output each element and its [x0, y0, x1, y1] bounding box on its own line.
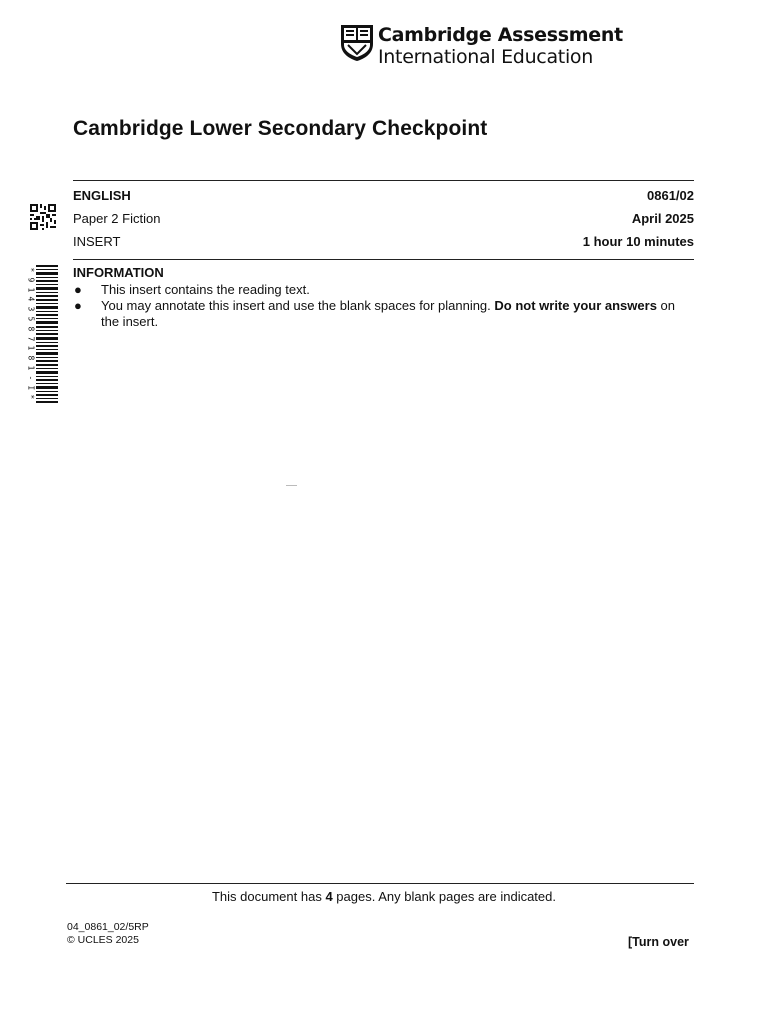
barcode-char: 8 — [25, 326, 35, 332]
scan-mark — [286, 485, 297, 486]
note-text: This document has — [211, 889, 326, 904]
cambridge-logo — [340, 24, 623, 68]
barcode-char: * — [25, 394, 35, 400]
barcode-char: 9 — [25, 277, 35, 283]
barcode-char: 1 — [25, 287, 35, 292]
subject-label: ENGLISH — [73, 188, 131, 203]
bullet-icon: ● — [74, 282, 82, 297]
information-list — [73, 282, 694, 330]
paper-name: Paper 2 Fiction — [73, 211, 161, 226]
barcode-bars-icon — [36, 265, 58, 403]
details-row-1 — [73, 188, 694, 203]
details-row-2 — [73, 211, 694, 226]
information-item-1: This insert contains the reading text. — [101, 282, 310, 297]
barcode-char: - — [25, 375, 35, 381]
barcode-text — [25, 265, 35, 402]
exam-session: April 2025 — [631, 211, 694, 226]
list-item — [73, 298, 694, 330]
barcode-char: 1 — [25, 365, 35, 371]
note-text-end: pages. Any blank pages are indicated. — [332, 889, 556, 904]
barcode-char: 4 — [25, 296, 35, 302]
list-item — [73, 282, 694, 298]
bullet-icon: ● — [74, 298, 82, 313]
barcode-char: 7 — [25, 336, 35, 341]
exam-duration: 1 hour 10 minutes — [582, 234, 694, 249]
barcode-char: * — [25, 267, 35, 273]
page-count: 4 — [325, 889, 333, 904]
item-text: You may annotate this insert and use the blank spaces for planning. — [101, 298, 495, 313]
document-type: INSERT — [73, 234, 121, 249]
item-text-end: on the insert. — [101, 298, 676, 329]
footer-divider — [66, 883, 694, 884]
item-bold-text: Do not write your answers — [494, 298, 657, 313]
page-title: Cambridge Lower Secondary Checkpoint — [73, 117, 488, 140]
barcode-char: 5 — [25, 316, 35, 322]
logo-line-1: Cambridge Assessment — [378, 24, 623, 46]
barcode-char: 3 — [25, 306, 35, 312]
copyright: © UCLES 2025 — [67, 934, 139, 946]
details-row-3 — [73, 234, 694, 249]
details-divider — [73, 259, 694, 260]
paper-code: 0861/02 — [647, 188, 694, 203]
page-count-note — [0, 889, 768, 904]
logo-line-2: International Education — [378, 46, 593, 68]
barcode-char: I — [25, 385, 35, 390]
barcode-char: 8 — [25, 355, 35, 361]
qr-code-icon — [30, 204, 56, 230]
information-heading: INFORMATION — [73, 265, 164, 280]
document-code-block — [67, 921, 149, 947]
candidate-barcode — [26, 265, 58, 403]
turn-over-label: [Turn over — [628, 935, 689, 949]
information-item-2 — [101, 298, 694, 330]
document-code: 04_0861_02/5RP — [67, 921, 149, 933]
top-divider — [73, 180, 694, 181]
barcode-char: 1 — [25, 345, 35, 351]
shield-crest-icon — [340, 24, 374, 62]
